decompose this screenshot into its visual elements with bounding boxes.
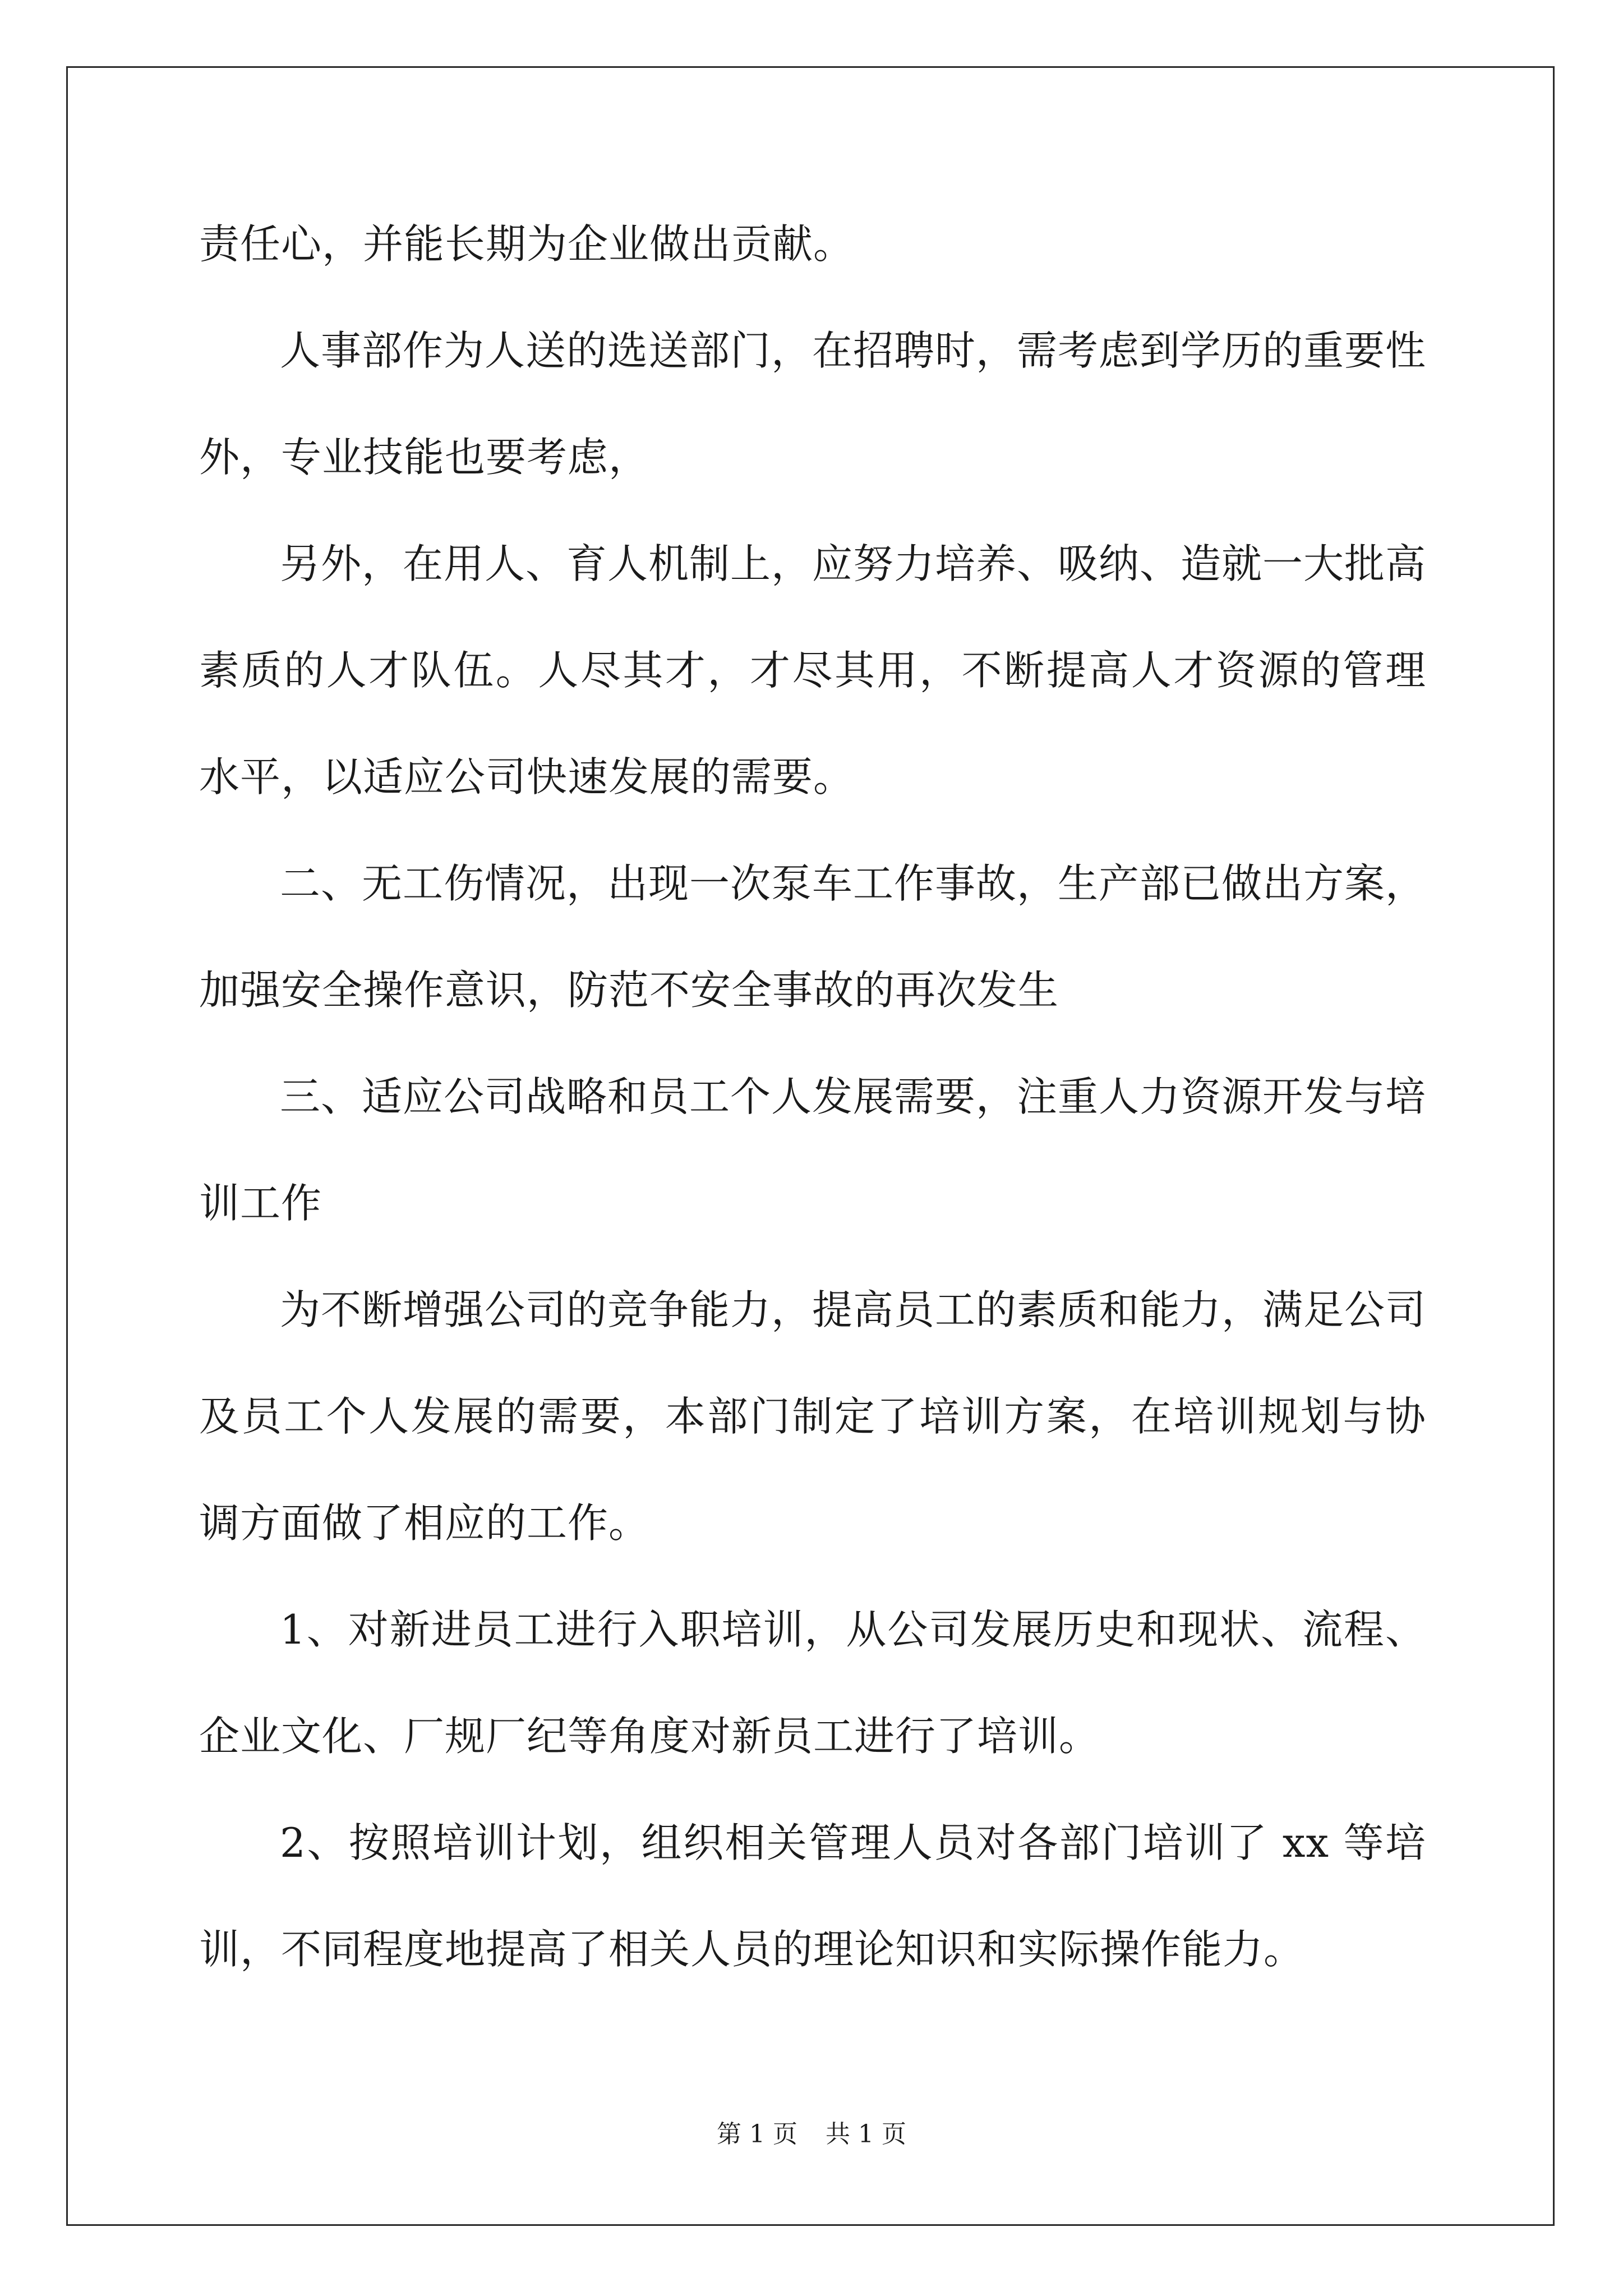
paragraph: 责任心，并能长期为企业做出贡献。 [199,220,855,268]
paragraph: 三、适应公司战略和员工个人发展需要，注重人力资源开发与培训工作 [199,1073,1427,1227]
page-footer [0,2118,1623,2151]
paragraph: 人事部作为人送的选送部门，在招聘时，需考虑到学历的重要性外，专业技能也要考虑， [199,327,1427,481]
page-total: 共 1 页 [826,2120,906,2148]
document-body [199,191,1426,2003]
paragraph: 二、无工伤情况，出现一次泵车工作事故，生产部已做出方案，加强安全操作意识，防范不安全事故的再次发生 [199,860,1427,1014]
paragraph: 为不断增强公司的竞争能力，提高员工的素质和能力，满足公司及员工个人发展的需要，本部门制定了培训方案，在培训规划与协调方面做了相应的工作。 [199,1286,1427,1547]
paragraph: 2、按照培训计划，组织相关管理人员对各部门培训了 xx 等培训，不同程度地提高了相关人员的理论知识和实际操作能力。 [199,1819,1426,1973]
paragraph: 1、对新进员工进行入职培训，从公司发展历史和现状、流程、企业文化、厂规厂纪等角度对新员工进行了培训。 [199,1606,1426,1760]
paragraph: 另外，在用人、育人机制上，应努力培养、吸纳、造就一大批高素质的人才队伍。人尽其才，才尽其用，不断提高人才资源的管理水平，以适应公司快速发展的需要。 [199,540,1427,800]
page-number: 第 1 页 [717,2120,797,2148]
